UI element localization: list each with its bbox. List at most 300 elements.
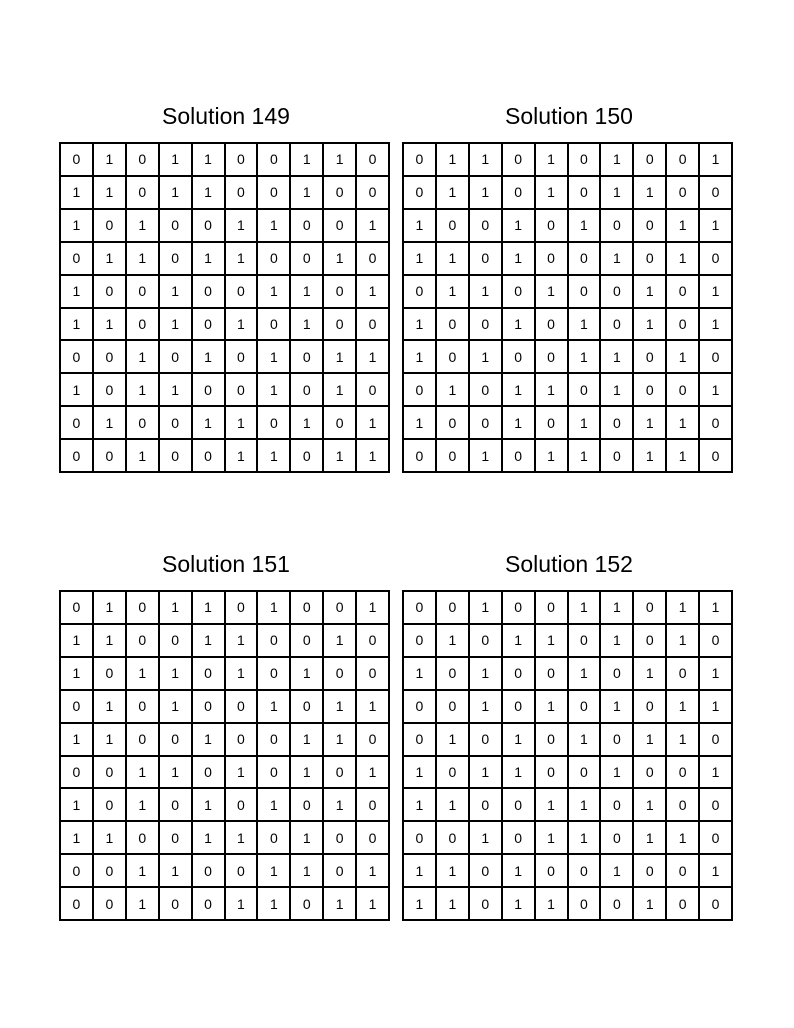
grid-cell: 0 xyxy=(61,440,94,473)
grid-cell: 1 xyxy=(226,309,259,342)
grid-cell: 0 xyxy=(503,592,536,625)
grid-cell: 0 xyxy=(357,625,390,658)
grid-cell: 0 xyxy=(601,789,634,822)
grid-cell: 1 xyxy=(536,276,569,309)
grid-cell: 1 xyxy=(324,724,357,757)
grid-cell: 1 xyxy=(193,592,226,625)
grid-cell: 1 xyxy=(404,757,437,790)
grid-cell: 1 xyxy=(437,276,470,309)
grid-cell: 0 xyxy=(634,374,667,407)
grid-cell: 1 xyxy=(226,625,259,658)
grid-cell: 0 xyxy=(324,822,357,855)
grid-cell: 1 xyxy=(437,177,470,210)
grid-cell: 0 xyxy=(470,407,503,440)
grid-cell: 0 xyxy=(569,374,602,407)
grid-cell: 1 xyxy=(667,691,700,724)
grid-cell: 1 xyxy=(226,440,259,473)
grid-cell: 0 xyxy=(667,789,700,822)
grid-cell: 1 xyxy=(667,243,700,276)
grid-cell: 1 xyxy=(404,407,437,440)
grid-cell: 1 xyxy=(536,177,569,210)
grid-cell: 1 xyxy=(291,658,324,691)
grid-cell: 0 xyxy=(437,658,470,691)
grid-cell: 1 xyxy=(160,177,193,210)
grid-cell: 1 xyxy=(94,592,127,625)
grid-cell: 0 xyxy=(127,592,160,625)
grid-cell: 0 xyxy=(291,440,324,473)
grid-cell: 1 xyxy=(569,440,602,473)
grid-cell: 1 xyxy=(536,691,569,724)
grid-cell: 1 xyxy=(634,309,667,342)
grid-cell: 1 xyxy=(503,757,536,790)
grid-cell: 0 xyxy=(569,144,602,177)
grid-cell: 0 xyxy=(226,724,259,757)
grid-cell: 1 xyxy=(160,309,193,342)
grid-cell: 0 xyxy=(601,407,634,440)
grid-cell: 1 xyxy=(404,855,437,888)
grid-cell: 0 xyxy=(667,757,700,790)
grid-cell: 0 xyxy=(470,724,503,757)
grid-cell: 0 xyxy=(291,374,324,407)
grid-cell: 0 xyxy=(634,691,667,724)
grid-cell: 0 xyxy=(601,309,634,342)
grid-cell: 1 xyxy=(569,822,602,855)
grid-cell: 1 xyxy=(258,691,291,724)
grid-cell: 0 xyxy=(700,822,733,855)
grid-cell: 1 xyxy=(258,440,291,473)
grid-cell: 1 xyxy=(634,440,667,473)
grid-cell: 0 xyxy=(258,822,291,855)
grid-cell: 0 xyxy=(404,276,437,309)
grid-cell: 0 xyxy=(193,374,226,407)
grid-cell: 0 xyxy=(193,309,226,342)
grid-cell: 1 xyxy=(470,144,503,177)
grid-cell: 0 xyxy=(127,309,160,342)
grid-cell: 0 xyxy=(160,789,193,822)
grid-cell: 0 xyxy=(634,757,667,790)
grid-cell: 1 xyxy=(634,724,667,757)
grid-cell: 1 xyxy=(357,888,390,921)
grid-cell: 0 xyxy=(470,210,503,243)
grid-cell: 0 xyxy=(667,144,700,177)
grid-cell: 0 xyxy=(226,691,259,724)
grid-cell: 0 xyxy=(94,276,127,309)
grid-cell: 0 xyxy=(226,592,259,625)
grid-cell: 1 xyxy=(404,210,437,243)
grid-cell: 1 xyxy=(291,855,324,888)
grid-cell: 0 xyxy=(94,658,127,691)
grid-cell: 0 xyxy=(291,592,324,625)
grid-cell: 1 xyxy=(470,822,503,855)
grid-cell: 1 xyxy=(193,625,226,658)
solution-grid xyxy=(402,142,733,473)
grid-cell: 0 xyxy=(127,625,160,658)
grid-cell: 0 xyxy=(226,341,259,374)
grid-cell: 0 xyxy=(404,440,437,473)
grid-cell: 0 xyxy=(667,855,700,888)
grid-cell: 1 xyxy=(258,374,291,407)
grid-cell: 1 xyxy=(634,658,667,691)
grid-cell: 0 xyxy=(324,407,357,440)
grid-cell: 0 xyxy=(160,625,193,658)
grid-cell: 1 xyxy=(226,243,259,276)
grid-cell: 0 xyxy=(404,144,437,177)
grid-cell: 1 xyxy=(61,177,94,210)
grid-cell: 0 xyxy=(357,724,390,757)
grid-cell: 1 xyxy=(569,407,602,440)
grid-cell: 1 xyxy=(404,888,437,921)
grid-cell: 1 xyxy=(503,625,536,658)
grid-cell: 0 xyxy=(193,757,226,790)
grid-cell: 1 xyxy=(503,855,536,888)
grid-cell: 1 xyxy=(470,177,503,210)
puzzle-title: Solution 151 xyxy=(162,551,290,577)
grid-cell: 0 xyxy=(601,888,634,921)
grid-cell: 1 xyxy=(470,757,503,790)
grid-cell: 1 xyxy=(357,276,390,309)
grid-cell: 1 xyxy=(127,888,160,921)
grid-cell: 1 xyxy=(536,822,569,855)
grid-cell: 0 xyxy=(160,407,193,440)
grid-cell: 1 xyxy=(503,210,536,243)
grid-cell: 0 xyxy=(569,888,602,921)
grid-cell: 0 xyxy=(503,341,536,374)
grid-cell: 1 xyxy=(437,625,470,658)
solution-grid xyxy=(402,590,733,921)
grid-cell: 0 xyxy=(291,691,324,724)
grid-cell: 0 xyxy=(357,243,390,276)
grid-cell: 0 xyxy=(634,625,667,658)
grid-cell: 1 xyxy=(324,691,357,724)
grid-cell: 1 xyxy=(94,724,127,757)
grid-cell: 0 xyxy=(291,341,324,374)
grid-cell: 0 xyxy=(291,888,324,921)
grid-cell: 0 xyxy=(324,210,357,243)
grid-cell: 1 xyxy=(700,592,733,625)
grid-cell: 0 xyxy=(437,407,470,440)
grid-cell: 0 xyxy=(160,243,193,276)
grid-cell: 1 xyxy=(94,691,127,724)
grid-cell: 0 xyxy=(226,177,259,210)
grid-cell: 0 xyxy=(160,210,193,243)
grid-cell: 0 xyxy=(127,407,160,440)
grid-cell: 0 xyxy=(258,658,291,691)
grid-cell: 1 xyxy=(127,374,160,407)
grid-cell: 0 xyxy=(258,407,291,440)
grid-cell: 0 xyxy=(258,309,291,342)
grid-cell: 1 xyxy=(127,341,160,374)
grid-cell: 1 xyxy=(193,822,226,855)
grid-cell: 0 xyxy=(226,144,259,177)
grid-cell: 1 xyxy=(94,822,127,855)
grid-cell: 0 xyxy=(667,658,700,691)
grid-cell: 1 xyxy=(160,757,193,790)
grid-cell: 1 xyxy=(357,440,390,473)
grid-cell: 1 xyxy=(404,658,437,691)
grid-cell: 0 xyxy=(160,888,193,921)
grid-cell: 1 xyxy=(258,276,291,309)
grid-cell: 0 xyxy=(667,374,700,407)
grid-cell: 1 xyxy=(94,625,127,658)
grid-cell: 0 xyxy=(437,822,470,855)
grid-cell: 0 xyxy=(437,691,470,724)
grid-cell: 0 xyxy=(470,789,503,822)
grid-cell: 1 xyxy=(258,341,291,374)
grid-cell: 0 xyxy=(357,309,390,342)
grid-cell: 1 xyxy=(226,757,259,790)
grid-cell: 0 xyxy=(503,177,536,210)
grid-cell: 0 xyxy=(324,276,357,309)
grid-cell: 1 xyxy=(127,243,160,276)
grid-cell: 1 xyxy=(193,341,226,374)
grid-cell: 1 xyxy=(536,789,569,822)
grid-cell: 1 xyxy=(160,691,193,724)
grid-cell: 0 xyxy=(258,625,291,658)
grid-cell: 0 xyxy=(667,888,700,921)
grid-cell: 0 xyxy=(324,592,357,625)
grid-cell: 1 xyxy=(437,243,470,276)
grid-cell: 1 xyxy=(700,691,733,724)
grid-cell: 1 xyxy=(357,855,390,888)
grid-cell: 1 xyxy=(160,855,193,888)
grid-cell: 0 xyxy=(404,374,437,407)
grid-cell: 1 xyxy=(61,374,94,407)
grid-cell: 1 xyxy=(634,888,667,921)
grid-cell: 0 xyxy=(357,789,390,822)
grid-cell: 1 xyxy=(404,309,437,342)
grid-cell: 1 xyxy=(601,592,634,625)
grid-cell: 0 xyxy=(61,407,94,440)
grid-cell: 0 xyxy=(700,789,733,822)
grid-cell: 0 xyxy=(61,691,94,724)
grid-cell: 0 xyxy=(357,658,390,691)
grid-cell: 0 xyxy=(404,625,437,658)
grid-cell: 1 xyxy=(569,789,602,822)
grid-cell: 1 xyxy=(404,243,437,276)
grid-cell: 1 xyxy=(61,309,94,342)
grid-cell: 0 xyxy=(700,625,733,658)
grid-cell: 1 xyxy=(470,276,503,309)
grid-cell: 0 xyxy=(700,724,733,757)
grid-cell: 0 xyxy=(634,341,667,374)
grid-cell: 1 xyxy=(536,374,569,407)
grid-cell: 1 xyxy=(258,855,291,888)
grid-cell: 1 xyxy=(324,789,357,822)
grid-cell: 1 xyxy=(291,407,324,440)
solution-grid xyxy=(59,590,390,921)
grid-cell: 1 xyxy=(61,789,94,822)
grid-cell: 0 xyxy=(291,625,324,658)
grid-cell: 0 xyxy=(324,309,357,342)
grid-cell: 1 xyxy=(127,855,160,888)
grid-cell: 1 xyxy=(700,144,733,177)
grid-cell: 1 xyxy=(324,341,357,374)
grid-cell: 1 xyxy=(667,724,700,757)
grid-cell: 1 xyxy=(357,210,390,243)
grid-cell: 0 xyxy=(94,855,127,888)
grid-cell: 1 xyxy=(667,592,700,625)
grid-cell: 1 xyxy=(61,724,94,757)
grid-cell: 1 xyxy=(601,691,634,724)
grid-cell: 0 xyxy=(569,177,602,210)
grid-cell: 0 xyxy=(536,309,569,342)
grid-cell: 1 xyxy=(226,822,259,855)
grid-cell: 1 xyxy=(160,144,193,177)
grid-cell: 1 xyxy=(127,757,160,790)
grid-cell: 0 xyxy=(127,822,160,855)
grid-cell: 1 xyxy=(503,243,536,276)
grid-cell: 1 xyxy=(437,789,470,822)
grid-cell: 1 xyxy=(226,210,259,243)
grid-cell: 0 xyxy=(569,691,602,724)
grid-cell: 1 xyxy=(667,625,700,658)
grid-cell: 0 xyxy=(357,374,390,407)
grid-cell: 0 xyxy=(94,374,127,407)
grid-cell: 1 xyxy=(536,144,569,177)
grid-cell: 1 xyxy=(470,341,503,374)
grid-cell: 0 xyxy=(324,757,357,790)
grid-cell: 1 xyxy=(569,309,602,342)
grid-cell: 1 xyxy=(160,592,193,625)
grid-cell: 0 xyxy=(258,724,291,757)
grid-cell: 0 xyxy=(404,592,437,625)
grid-cell: 0 xyxy=(291,789,324,822)
grid-cell: 1 xyxy=(160,374,193,407)
grid-cell: 0 xyxy=(94,757,127,790)
grid-cell: 1 xyxy=(470,691,503,724)
grid-cell: 1 xyxy=(667,407,700,440)
grid-cell: 1 xyxy=(700,658,733,691)
grid-cell: 1 xyxy=(667,822,700,855)
grid-cell: 0 xyxy=(61,144,94,177)
grid-cell: 0 xyxy=(536,592,569,625)
grid-cell: 1 xyxy=(667,210,700,243)
grid-cell: 1 xyxy=(470,658,503,691)
grid-cell: 0 xyxy=(536,210,569,243)
grid-cell: 0 xyxy=(193,210,226,243)
grid-cell: 0 xyxy=(536,341,569,374)
grid-cell: 0 xyxy=(226,789,259,822)
grid-cell: 0 xyxy=(61,855,94,888)
grid-cell: 1 xyxy=(634,822,667,855)
grid-cell: 1 xyxy=(470,592,503,625)
grid-cell: 1 xyxy=(324,888,357,921)
grid-cell: 0 xyxy=(569,855,602,888)
grid-cell: 1 xyxy=(226,407,259,440)
grid-cell: 1 xyxy=(404,789,437,822)
grid-cell: 1 xyxy=(226,658,259,691)
grid-cell: 0 xyxy=(357,144,390,177)
grid-cell: 1 xyxy=(437,144,470,177)
grid-cell: 0 xyxy=(404,822,437,855)
grid-cell: 1 xyxy=(601,144,634,177)
grid-cell: 0 xyxy=(601,276,634,309)
grid-cell: 0 xyxy=(437,210,470,243)
grid-cell: 0 xyxy=(291,210,324,243)
grid-cell: 1 xyxy=(127,210,160,243)
grid-cell: 0 xyxy=(470,625,503,658)
grid-cell: 0 xyxy=(357,177,390,210)
grid-cell: 1 xyxy=(601,625,634,658)
puzzle-title: Solution 149 xyxy=(162,103,290,129)
grid-cell: 0 xyxy=(127,144,160,177)
grid-cell: 0 xyxy=(61,757,94,790)
grid-cell: 1 xyxy=(503,407,536,440)
grid-cell: 1 xyxy=(601,855,634,888)
grid-cell: 1 xyxy=(291,177,324,210)
grid-cell: 1 xyxy=(503,374,536,407)
grid-cell: 1 xyxy=(634,407,667,440)
grid-cell: 0 xyxy=(324,855,357,888)
grid-cell: 0 xyxy=(601,440,634,473)
grid-cell: 0 xyxy=(258,144,291,177)
grid-cell: 0 xyxy=(226,374,259,407)
grid-cell: 1 xyxy=(61,822,94,855)
grid-cell: 0 xyxy=(127,691,160,724)
grid-cell: 0 xyxy=(258,757,291,790)
grid-cell: 1 xyxy=(357,407,390,440)
grid-cell: 1 xyxy=(324,440,357,473)
grid-cell: 1 xyxy=(601,341,634,374)
grid-cell: 0 xyxy=(503,276,536,309)
grid-cell: 0 xyxy=(324,658,357,691)
grid-cell: 0 xyxy=(160,341,193,374)
grid-cell: 1 xyxy=(700,309,733,342)
grid-cell: 1 xyxy=(160,276,193,309)
puzzle-title: Solution 152 xyxy=(505,551,633,577)
grid-cell: 1 xyxy=(700,757,733,790)
grid-cell: 0 xyxy=(193,276,226,309)
grid-cell: 0 xyxy=(503,822,536,855)
grid-cell: 0 xyxy=(160,822,193,855)
grid-cell: 1 xyxy=(601,374,634,407)
grid-cell: 1 xyxy=(291,309,324,342)
grid-cell: 0 xyxy=(536,757,569,790)
grid-cell: 1 xyxy=(127,789,160,822)
grid-cell: 0 xyxy=(536,855,569,888)
grid-cell: 0 xyxy=(601,210,634,243)
grid-cell: 1 xyxy=(61,658,94,691)
grid-cell: 0 xyxy=(94,789,127,822)
puzzle-title: Solution 150 xyxy=(505,103,633,129)
grid-cell: 1 xyxy=(437,724,470,757)
grid-cell: 0 xyxy=(634,144,667,177)
solution-grid xyxy=(59,142,390,473)
grid-cell: 0 xyxy=(569,243,602,276)
grid-cell: 1 xyxy=(569,210,602,243)
grid-cell: 1 xyxy=(127,440,160,473)
grid-cell: 1 xyxy=(700,210,733,243)
grid-cell: 1 xyxy=(193,243,226,276)
grid-cell: 1 xyxy=(601,757,634,790)
grid-cell: 0 xyxy=(470,855,503,888)
grid-cell: 0 xyxy=(404,691,437,724)
grid-cell: 0 xyxy=(357,822,390,855)
grid-cell: 0 xyxy=(536,407,569,440)
grid-cell: 0 xyxy=(94,341,127,374)
grid-cell: 1 xyxy=(357,592,390,625)
grid-cell: 0 xyxy=(437,757,470,790)
grid-cell: 0 xyxy=(437,309,470,342)
grid-cell: 0 xyxy=(94,440,127,473)
grid-cell: 0 xyxy=(470,374,503,407)
grid-cell: 0 xyxy=(437,592,470,625)
grid-cell: 1 xyxy=(291,757,324,790)
grid-cell: 0 xyxy=(258,177,291,210)
grid-cell: 0 xyxy=(61,888,94,921)
grid-cell: 0 xyxy=(700,177,733,210)
grid-cell: 1 xyxy=(324,625,357,658)
